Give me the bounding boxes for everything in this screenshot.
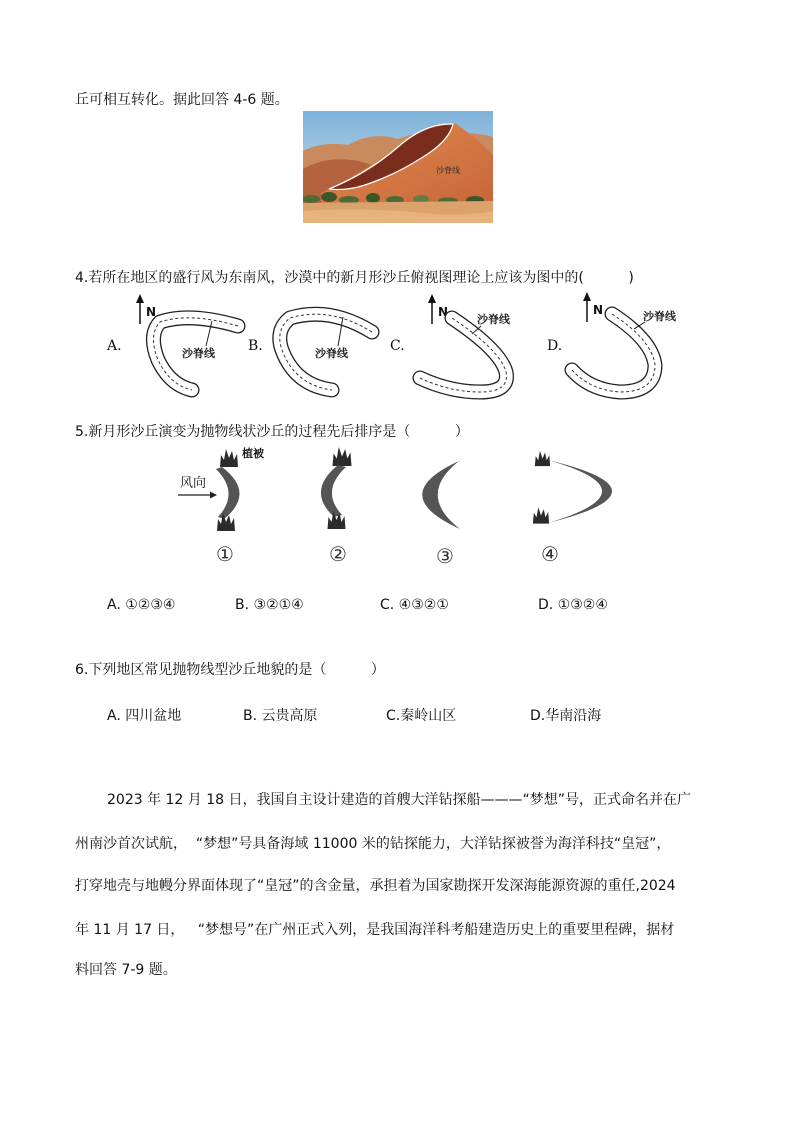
passage-line: 2023 年 12 月 18 日，我国自主设计建造的首艘大洋钻探船———“梦想”号，正式命名并在广 — [107, 792, 692, 808]
passage-line: 年 11 月 17 日， “梦想号”在广州正式入列，是我国海洋科考船建造历史上的重要里程碑，据材 — [75, 922, 675, 938]
q4-option-d — [547, 292, 677, 392]
q4-option-d-north: N — [593, 303, 604, 317]
intro-text: 丘可相互转化。据此回答 4-6 题。 — [75, 92, 289, 108]
passage-line: 打穿地壳与地幔分界面体现了“皇冠”的含金量，承担着为国家勘探开发深海能源资源的重任,2024 — [75, 878, 676, 894]
q4-option-d-letter: D. — [547, 338, 563, 354]
q4-option-b — [248, 314, 372, 390]
stage-4-label: ④ — [541, 542, 559, 566]
q4-option-c-north: N — [438, 305, 449, 319]
stage-3-dune — [422, 461, 460, 529]
q5-option-d: D. ①③②④ — [538, 597, 608, 613]
vegetation-tuft-icon — [333, 447, 352, 466]
q5-evolution-figure — [178, 443, 620, 568]
dune-photo — [303, 111, 493, 223]
q4-option-a — [106, 294, 238, 390]
q6-option-b: B. 云贵高原 — [243, 708, 318, 724]
dune-a-ridge-label: 沙脊线 — [182, 347, 215, 360]
dune-c-ridge-label: 沙脊线 — [477, 313, 510, 326]
stage-4-dune — [548, 460, 612, 523]
dune-c-fill — [420, 318, 506, 392]
north-arrow-icon — [136, 294, 144, 324]
stage-2-label: ② — [329, 542, 347, 566]
q4-option-a-letter: A. — [107, 338, 122, 354]
q5-option-b: B. ③②①④ — [235, 597, 304, 613]
q4-option-c — [390, 294, 511, 392]
north-arrow-icon — [583, 292, 591, 322]
q4-stem: 4.若所在地区的盛行风为东南风，沙漠中的新月形沙丘俯视图理论上应该为图中的( ) — [75, 270, 634, 286]
q5-stem: 5.新月形沙丘演变为抛物线状沙丘的过程先后排序是（ ） — [75, 424, 469, 440]
passage-line: 料回答 7-9 题。 — [75, 962, 177, 978]
dune-d-ridge-label: 沙脊线 — [643, 310, 676, 323]
q6-option-a: A. 四川盆地 — [107, 708, 182, 724]
q6-option-c: C.秦岭山区 — [386, 708, 457, 724]
vegetation-tuft-icon — [533, 507, 549, 523]
q4-option-c-letter: C. — [390, 338, 405, 354]
vegetation-tuft-icon — [220, 449, 238, 467]
dune-b-ridge-label: 沙脊线 — [315, 347, 348, 360]
q4-options-figure — [100, 290, 680, 405]
q4-option-b-letter: B. — [248, 338, 263, 354]
passage-line: 州南沙首次试航， “梦想”号具备海域 11000 米的钻探能力，大洋钻探被誉为海洋科技“皇冠”， — [75, 836, 671, 852]
wind-direction-label: 风向 — [180, 476, 207, 491]
north-arrow-icon — [428, 294, 436, 324]
q6-stem: 6.下列地区常见抛物线型沙丘地貌的是（ ） — [75, 662, 385, 678]
q5-option-c: C. ④③②① — [380, 597, 449, 613]
stage-2-dune — [321, 465, 346, 517]
q4-option-a-north: N — [146, 305, 157, 319]
q6-option-d: D.华南沿海 — [530, 708, 602, 724]
vegetation-label: 植被 — [242, 447, 264, 460]
wind-arrow-icon — [178, 492, 217, 499]
vegetation-tuft-icon — [535, 451, 550, 466]
stage-1-dune — [216, 467, 240, 519]
photo-ridge-label: 沙脊线 — [436, 166, 460, 175]
stage-1-label: ① — [216, 542, 234, 566]
q5-option-a: A. ①②③④ — [107, 597, 176, 613]
stage-3-label: ③ — [436, 544, 454, 568]
